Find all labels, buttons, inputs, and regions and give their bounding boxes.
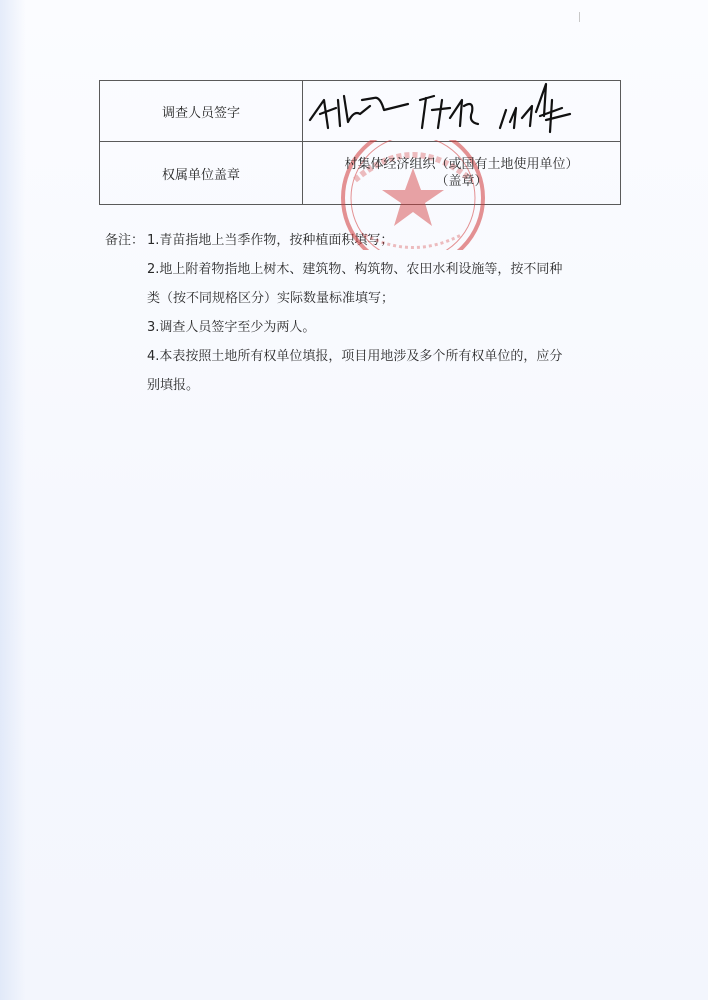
note-item-4-cont: 别填报。 [147,378,200,393]
owner-seal-label: 权属单位盖章 [100,142,303,205]
note-item-4: 4.本表按照土地所有权单位填报，项目用地涉及多个所有权单位的，应分 [147,349,563,364]
owner-unit-line2: （盖章） [435,174,488,189]
note-text: 1.青苗指地上当季作物，按种植面积填写； [147,233,394,248]
notes-section [105,226,615,400]
note-item-2-cont: 类（按不同规格区分）实际数量标准填写； [147,291,395,306]
investigator-signatures [300,70,600,140]
scan-edge-shadow [0,0,26,1000]
investigator-label: 调查人员签字 [100,81,303,142]
scan-mark [579,12,580,22]
notes-prefix: 备注： [105,233,145,248]
note-item-2: 2.地上附着物指地上树木、建筑物、构筑物、农田水利设施等，按不同种 [147,262,563,277]
owner-unit-text [303,156,620,190]
note-item-3: 3.调查人员签字至少为两人。 [147,320,316,335]
owner-unit-line1: 村集体经济组织（或国有土地使用单位） [344,157,579,172]
